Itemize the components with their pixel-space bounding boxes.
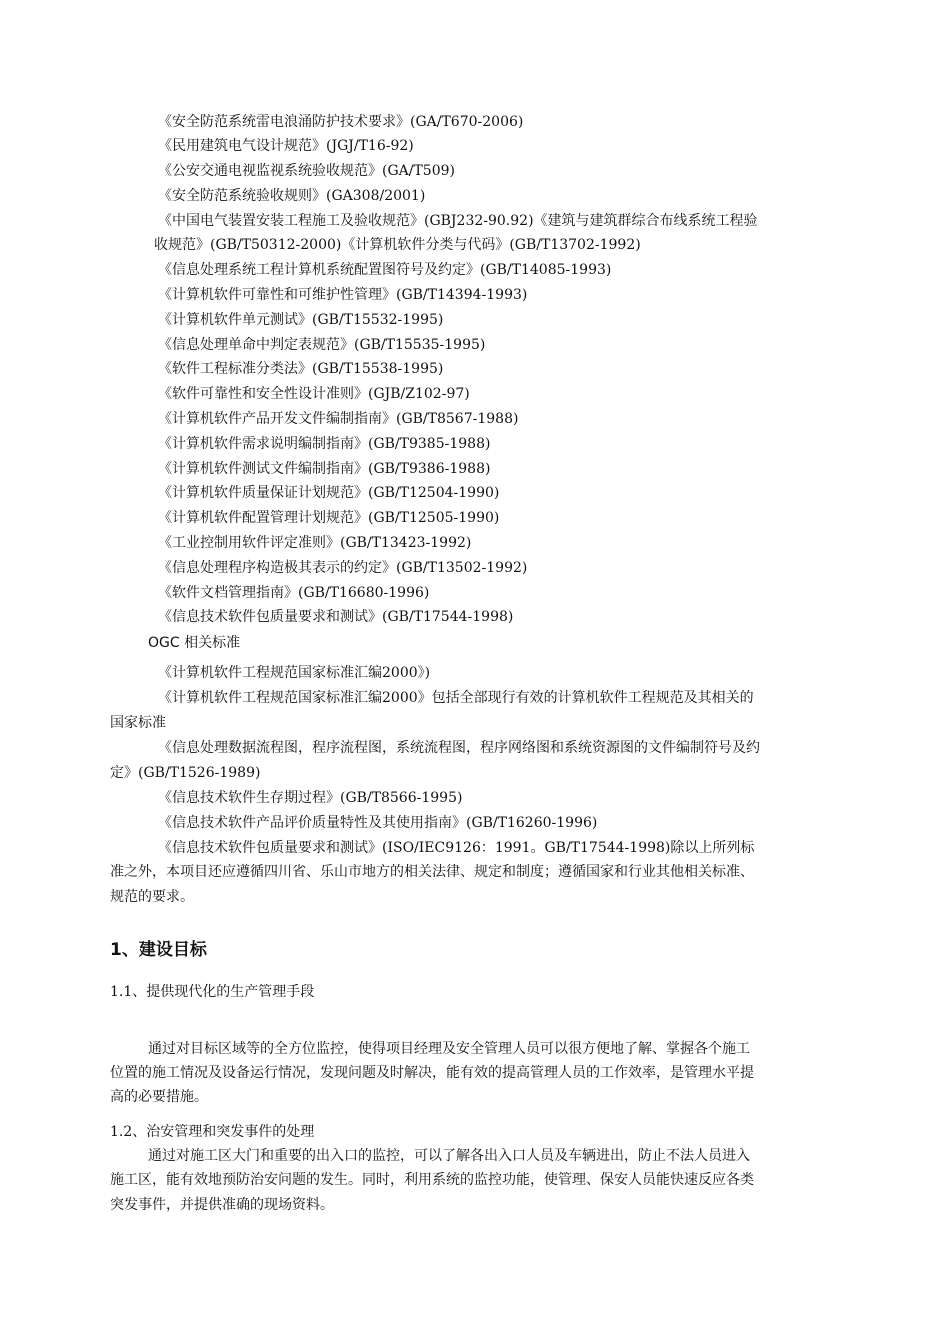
standard-item: 《民用建筑电气设计规范》(JGJ/T16-92) — [158, 138, 414, 154]
ogc-line: 《信息技术软件产品评价质量特性及其使用指南》(GB/T16260-1996) — [158, 815, 598, 831]
standard-item: 《计算机软件单元测试》(GB/T15532-1995) — [158, 312, 444, 328]
standard-item: 《软件文档管理指南》(GB/T16680-1996) — [158, 585, 430, 601]
standard-item: 《软件可靠性和安全性设计准则》(GJB/Z102-97) — [158, 386, 470, 402]
standard-item: 《安全防范系统雷电浪涌防护技术要求》(GA/T670-2006) — [158, 114, 524, 130]
ogc-line: 《信息技术软件包质量要求和测试》(ISO/IEC9126：1991。GB/T17544-1998)除以上所列标 — [158, 840, 755, 856]
paragraph-line: 施工区，能有效地预防治安问题的发生。同时，利用系统的监控功能，使管理、保安人员能快速反应各类 — [110, 1172, 754, 1188]
ogc-line: 《信息处理数据流程图，程序流程图，系统流程图，程序网络图和系统资源图的文件编制符号及约 — [158, 740, 760, 756]
paragraph-line: 通过对施工区大门和重要的出入口的监控，可以了解各出入口人员及车辆进出，防止不法人员进入 — [148, 1148, 750, 1164]
paragraph-line: 位置的施工情况及设备运行情况，发现问题及时解决，能有效的提高管理人员的工作效率，是管理水平提 — [110, 1065, 754, 1081]
ogc-heading: OGC 相关标准 — [148, 635, 241, 651]
subsection-heading: 1.1、提供现代化的生产管理手段 — [110, 984, 315, 1000]
paragraph-line: 通过对目标区域等的全方位监控，使得项目经理及安全管理人员可以很方便地了解、掌握各个施工 — [148, 1041, 750, 1057]
standard-item: 《信息处理单命中判定表规范》(GB/T15535-1995) — [158, 337, 486, 353]
ogc-line: 国家标准 — [110, 715, 166, 731]
ogc-line: 《计算机软件工程规范国家标准汇编2000》) — [158, 665, 431, 681]
standard-item: 《公安交通电视监视系统验收规范》(GA/T509) — [158, 163, 455, 179]
standard-item: 《计算机软件测试文件编制指南》(GB/T9386-1988) — [158, 461, 491, 477]
ogc-line: 《信息技术软件生存期过程》(GB/T8566-1995) — [158, 790, 463, 806]
section-heading: 1、建设目标 — [110, 940, 207, 960]
standard-item: 《中国电气装置安装工程施工及验收规范》(GBJ232-90.92)《建筑与建筑群综合布线系统工程验 — [158, 213, 758, 229]
ogc-line: 定》(GB/T1526-1989) — [110, 765, 261, 781]
standard-item-continued: 收规范》(GB/T50312-2000)《计算机软件分类与代码》(GB/T13702-1992) — [154, 237, 641, 253]
standard-item: 《软件工程标准分类法》(GB/T15538-1995) — [158, 361, 444, 377]
paragraph-line: 高的必要措施。 — [110, 1089, 208, 1105]
paragraph-line: 突发事件，并提供准确的现场资料。 — [110, 1197, 334, 1213]
standard-item: 《信息处理系统工程计算机系统配置图符号及约定》(GB/T14085-1993) — [158, 262, 612, 278]
standard-item: 《计算机软件需求说明编制指南》(GB/T9385-1988) — [158, 436, 491, 452]
standard-item: 《工业控制用软件评定准则》(GB/T13423-1992) — [158, 535, 472, 551]
standard-item: 《计算机软件产品开发文件编制指南》(GB/T8567-1988) — [158, 411, 519, 427]
standard-item: 《计算机软件质量保证计划规范》(GB/T12504-1990) — [158, 485, 500, 501]
standard-item: 《安全防范系统验收规则》(GA308/2001) — [158, 188, 426, 204]
standard-item: 《信息处理程序构造极其表示的约定》(GB/T13502-1992) — [158, 560, 528, 576]
ogc-line: 《计算机软件工程规范国家标准汇编2000》包括全部现行有效的计算机软件工程规范及其相关的 — [158, 690, 754, 706]
standard-item: 《计算机软件配置管理计划规范》(GB/T12505-1990) — [158, 510, 500, 526]
subsection-heading: 1.2、治安管理和突发事件的处理 — [110, 1124, 315, 1140]
ogc-line: 准之外，本项目还应遵循四川省、乐山市地方的相关法律、规定和制度；遵循国家和行业其他相关标准、 — [110, 864, 754, 880]
standard-item: 《信息技术软件包质量要求和测试》(GB/T17544-1998) — [158, 609, 514, 625]
ogc-line: 规范的要求。 — [110, 889, 194, 905]
standard-item: 《计算机软件可靠性和可维护性管理》(GB/T14394-1993) — [158, 287, 528, 303]
